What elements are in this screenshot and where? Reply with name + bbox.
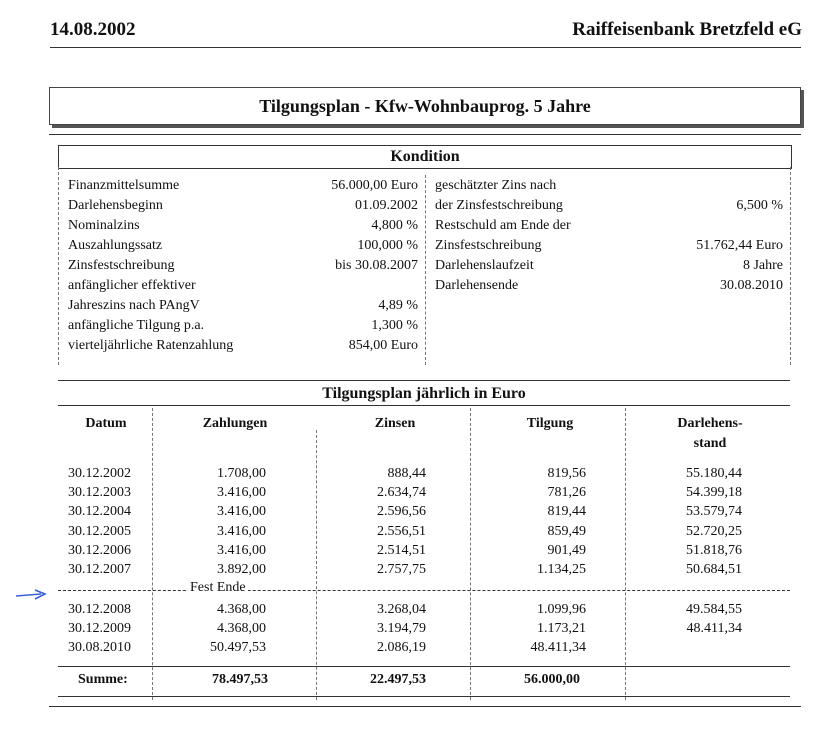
table-row xyxy=(68,502,742,521)
cell-zinsen: 3.268,04 xyxy=(377,602,426,618)
cell-zahlungen: 4.368,00 xyxy=(217,621,266,637)
cell-tilgung: 819,44 xyxy=(547,504,586,520)
kondition-value: 4,800 % xyxy=(371,218,418,233)
kondition-label: Darlehensbeginn xyxy=(68,198,163,213)
plan-top-rule xyxy=(58,380,790,381)
col-header-datum: Datum xyxy=(85,416,127,431)
kondition-value: 1,300 % xyxy=(371,318,418,333)
kondition-row xyxy=(68,336,418,356)
cell-zahlungen: 50.497,53 xyxy=(210,640,266,656)
col-header-darlehensstand-1: Darlehens- xyxy=(677,416,743,431)
summe-zinsen: 22.497,53 xyxy=(370,672,426,687)
summe-label: Summe: xyxy=(78,672,128,687)
cell-datum: 30.12.2002 xyxy=(68,466,131,482)
cell-darlehensstand: 51.818,76 xyxy=(686,542,742,558)
cell-datum: 30.12.2008 xyxy=(68,602,131,618)
kondition-label: Auszahlungssatz xyxy=(68,238,163,253)
kondition-right-border xyxy=(790,167,791,365)
page-bottom-rule xyxy=(49,706,801,707)
cell-zinsen: 2.556,51 xyxy=(377,523,426,539)
fest-ende-rule xyxy=(58,590,790,591)
col-header-darlehensstand-2: stand xyxy=(693,436,727,451)
fest-ende-label: Fest Ende xyxy=(190,580,246,595)
kondition-value: 01.09.2002 xyxy=(355,198,418,213)
cell-tilgung: 1.099,96 xyxy=(537,602,586,618)
kondition-label: Restschuld am Ende der xyxy=(435,218,571,233)
kondition-right-table xyxy=(435,176,783,296)
cell-zahlungen: 1.708,00 xyxy=(217,466,266,482)
cell-darlehensstand: 49.584,55 xyxy=(686,602,742,618)
cell-tilgung: 1.173,21 xyxy=(537,621,586,637)
kondition-row xyxy=(435,276,783,296)
kondition-value: 30.08.2010 xyxy=(720,278,783,293)
summe-top-rule xyxy=(58,666,790,667)
kondition-label: Darlehenslaufzeit xyxy=(435,258,534,273)
table-row xyxy=(68,522,742,541)
cell-darlehensstand: 52.720,25 xyxy=(686,523,742,539)
kondition-title: Kondition xyxy=(58,145,792,169)
cell-darlehensstand: 50.684,51 xyxy=(686,562,742,578)
kondition-value: 4,89 % xyxy=(378,298,418,313)
cell-zahlungen: 4.368,00 xyxy=(217,602,266,618)
table-row xyxy=(68,600,742,619)
kondition-row xyxy=(435,176,783,196)
cell-tilgung: 859,49 xyxy=(547,523,586,539)
cell-zinsen: 3.194,79 xyxy=(377,621,426,637)
kondition-label: anfängliche Tilgung p.a. xyxy=(68,318,205,333)
table-row xyxy=(68,483,742,502)
kondition-row xyxy=(68,256,418,276)
kondition-left-table xyxy=(68,176,418,356)
cell-tilgung: 901,49 xyxy=(547,542,586,558)
kondition-left-border xyxy=(58,167,59,365)
kondition-row xyxy=(68,196,418,216)
cell-darlehensstand: 55.180,44 xyxy=(686,466,742,482)
kondition-label: Zinsfestschreibung xyxy=(68,258,175,273)
cell-datum: 30.08.2010 xyxy=(68,640,131,656)
kondition-row xyxy=(68,236,418,256)
cell-zinsen: 888,44 xyxy=(387,466,426,482)
cell-darlehensstand: 54.399,18 xyxy=(686,485,742,501)
cell-tilgung: 819,56 xyxy=(547,466,586,482)
cell-zahlungen: 3.892,00 xyxy=(217,562,266,578)
cell-zinsen: 2.086,19 xyxy=(377,640,426,656)
cell-zinsen: 2.514,51 xyxy=(377,542,426,558)
table-row xyxy=(68,541,742,560)
table-row xyxy=(68,638,742,657)
kondition-label: Zinsfestschreibung xyxy=(435,238,542,253)
cell-tilgung: 48.411,34 xyxy=(530,640,586,656)
kondition-value xyxy=(298,276,418,296)
kondition-row xyxy=(68,216,418,236)
kondition-row xyxy=(68,176,418,196)
cell-datum: 30.12.2003 xyxy=(68,485,131,501)
kondition-label: vierteljährliche Ratenzahlung xyxy=(68,338,234,353)
cell-darlehensstand: 48.411,34 xyxy=(686,621,742,637)
plan-table-before xyxy=(68,464,742,579)
cell-zinsen: 2.596,56 xyxy=(377,504,426,520)
cell-darlehensstand xyxy=(586,638,742,657)
kondition-row xyxy=(68,276,418,296)
cell-datum: 30.12.2005 xyxy=(68,523,131,539)
kondition-label: Darlehensende xyxy=(435,278,519,293)
plan-title-rule xyxy=(58,405,790,406)
table-row xyxy=(68,464,742,483)
cell-zahlungen: 3.416,00 xyxy=(217,504,266,520)
kondition-top-rule xyxy=(49,134,801,135)
kondition-row xyxy=(68,316,418,336)
cell-datum: 30.12.2006 xyxy=(68,542,131,558)
kondition-value: 854,00 Euro xyxy=(348,338,418,353)
document-date: 14.08.2002 xyxy=(50,19,136,40)
kondition-row xyxy=(435,236,783,256)
plan-table-after xyxy=(68,600,742,658)
plan-title: Tilgungsplan jährlich in Euro xyxy=(322,385,526,402)
kondition-label: der Zinsfestschreibung xyxy=(435,198,563,213)
cell-datum: 30.12.2007 xyxy=(68,562,131,578)
cell-zahlungen: 3.416,00 xyxy=(217,523,266,539)
kondition-label: Jahreszins nach PAngV xyxy=(68,298,200,313)
kondition-label: Finanzmittelsumme xyxy=(68,178,180,193)
table-row xyxy=(68,560,742,579)
bank-name: Raiffeisenbank Bretzfeld eG xyxy=(572,19,802,40)
kondition-label: anfänglicher effektiver xyxy=(68,278,196,293)
summe-tilgung: 56.000,00 xyxy=(524,672,580,687)
kondition-label: geschätzter Zins nach xyxy=(435,178,557,193)
summe-zahlungen: 78.497,53 xyxy=(212,672,268,687)
table-row xyxy=(68,619,742,638)
cell-zahlungen: 3.416,00 xyxy=(217,485,266,501)
cell-datum: 30.12.2004 xyxy=(68,504,131,520)
cell-tilgung: 781,26 xyxy=(547,485,586,501)
header-rule xyxy=(50,47,801,48)
col-header-zahlungen: Zahlungen xyxy=(202,416,268,431)
arrow-icon xyxy=(15,588,53,602)
kondition-value: 6,500 % xyxy=(736,198,783,213)
col-header-tilgung: Tilgung xyxy=(526,416,574,431)
kondition-value xyxy=(647,176,783,196)
kondition-value xyxy=(647,216,783,236)
cell-zahlungen: 3.416,00 xyxy=(217,542,266,558)
cell-darlehensstand: 53.579,74 xyxy=(686,504,742,520)
page-title: Tilgungsplan - Kfw-Wohnbauprog. 5 Jahre xyxy=(49,87,801,125)
kondition-row xyxy=(435,196,783,216)
kondition-value: 8 Jahre xyxy=(742,258,783,273)
cell-zinsen: 2.757,75 xyxy=(377,562,426,578)
cell-zinsen: 2.634,74 xyxy=(377,485,426,501)
kondition-value: 56.000,00 Euro xyxy=(331,178,418,193)
cell-datum: 30.12.2009 xyxy=(68,621,131,637)
kondition-value: 51.762,44 Euro xyxy=(696,238,783,253)
summe-bottom-rule xyxy=(58,696,790,697)
col-header-zinsen: Zinsen xyxy=(374,416,416,431)
kondition-value: 100,000 % xyxy=(357,238,418,253)
kondition-row xyxy=(435,256,783,276)
cell-tilgung: 1.134,25 xyxy=(537,562,586,578)
kondition-label: Nominalzins xyxy=(68,218,140,233)
kondition-row xyxy=(435,216,783,236)
kondition-divider xyxy=(425,175,426,365)
kondition-row xyxy=(68,296,418,316)
kondition-value: bis 30.08.2007 xyxy=(335,258,418,273)
